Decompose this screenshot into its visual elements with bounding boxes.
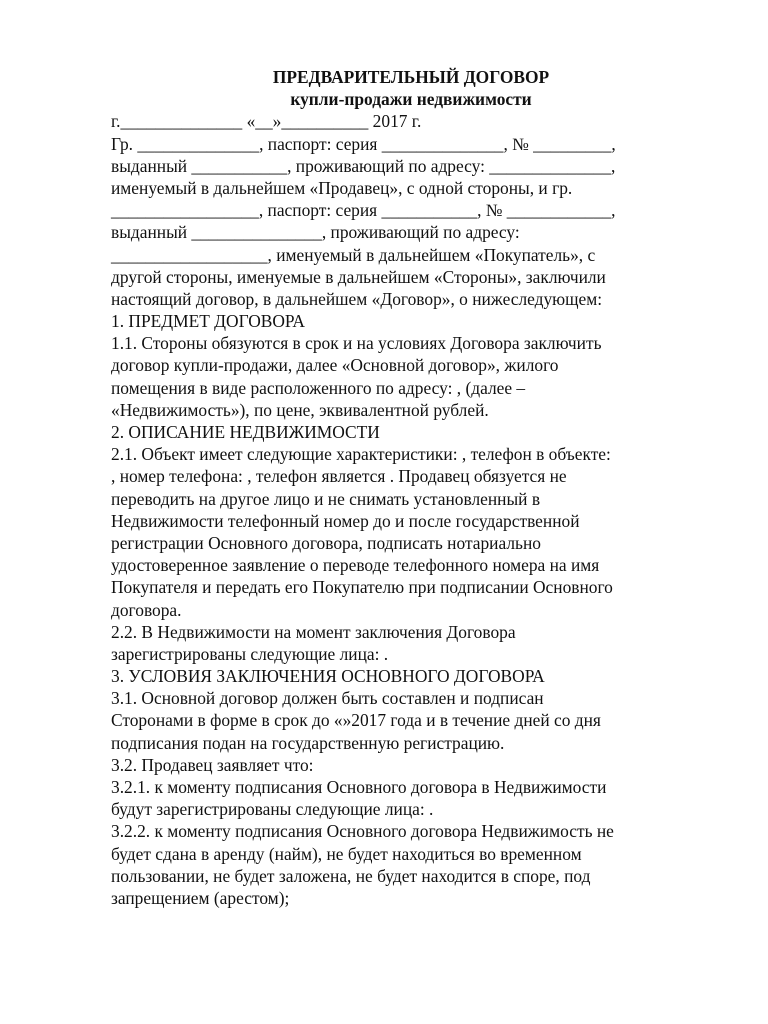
document-line: удостоверенное заявление о переводе телефонного номера на имя [111, 555, 600, 576]
document-line: Сторонами в форме в срок до «»2017 года и в течение дней со дня [111, 710, 601, 731]
document-line: будет сдана в аренду (найм), не будет находиться во временном [111, 843, 582, 864]
document-lines [111, 110, 711, 909]
document-line: 3. УСЛОВИЯ ЗАКЛЮЧЕНИЯ ОСНОВНОГО ДОГОВОРА [111, 666, 545, 687]
document-line: 1. ПРЕДМЕТ ДОГОВОРА [111, 311, 305, 332]
document-line: пользовании, не будет заложена, не будет находится в споре, под [111, 865, 591, 886]
document-line: настоящий договор, в дальнейшем «Договор», о нижеследующем: [111, 288, 603, 309]
document-line: __________________, именуемый в дальнейшем «Покупатель», с [111, 244, 596, 265]
document-line: договор купли-продажи, далее «Основной договор», жилого [111, 355, 559, 376]
document-line: запрещением (арестом); [111, 887, 290, 908]
document-line: выданный ___________, проживающий по адресу: ______________, [111, 155, 616, 176]
document-line: переводить на другое лицо и не снимать установленный в [111, 488, 541, 509]
document-body [111, 66, 711, 909]
document-line: зарегистрированы следующие лица: . [111, 643, 389, 664]
document-line: 3.2.2. к моменту подписания Основного договора Недвижимость не [111, 821, 614, 842]
document-line: 2. ОПИСАНИЕ НЕДВИЖИМОСТИ [111, 422, 380, 442]
document-line: 2.2. В Недвижимости на момент заключения Договора [111, 621, 516, 642]
document-line: договора. [111, 599, 182, 620]
document-line: , номер телефона: , телефон является . Продавец обязуется не [111, 466, 567, 487]
document-line: будут зарегистрированы следующие лица: . [111, 799, 434, 820]
document-title: ПРЕДВАРИТЕЛЬНЫЙ ДОГОВОР [272, 67, 550, 87]
document-line: г.______________ «__»__________ 2017 г. [111, 111, 422, 132]
document-line: именуемый в дальнейшем «Продавец», с одной стороны, и гр. [111, 177, 573, 198]
document-line: 3.2.1. к моменту подписания Основного договора в Недвижимости [111, 777, 607, 797]
document-line: Недвижимости телефонный номер до и после государственной [111, 510, 580, 531]
document-line: 3.2. Продавец заявляет что: [111, 754, 314, 775]
document-line: Покупателя и передать его Покупателю при подписании Основного [111, 577, 613, 598]
document-line: выданный _______________, проживающий по адресу: [111, 222, 520, 243]
document-line: 3.1. Основной договор должен быть составлен и подписан [111, 688, 544, 709]
document-line: Гр. ______________, паспорт: серия ______________, № _________, [111, 133, 616, 154]
document-line: другой стороны, именуемые в дальнейшем «Стороны», заключили [111, 266, 606, 287]
document-line: подписания подан на государственную регистрацию. [111, 732, 505, 753]
document-subtitle: купли-продажи недвижимости [290, 89, 532, 110]
document-line: регистрации Основного договора, подписать нотариально [111, 532, 541, 553]
document-line: «Недвижимость»), по цене, эквивалентной рублей. [111, 399, 489, 420]
document-line: _________________, паспорт: серия ___________, № ____________, [111, 200, 616, 221]
document-line: помещения в виде расположенного по адресу: , (далее – [111, 377, 526, 398]
document-line: 1.1. Стороны обязуются в срок и на условиях Договора заключить [111, 333, 602, 354]
document-line: 2.1. Объект имеет следующие характеристики: , телефон в объекте: [111, 444, 611, 465]
